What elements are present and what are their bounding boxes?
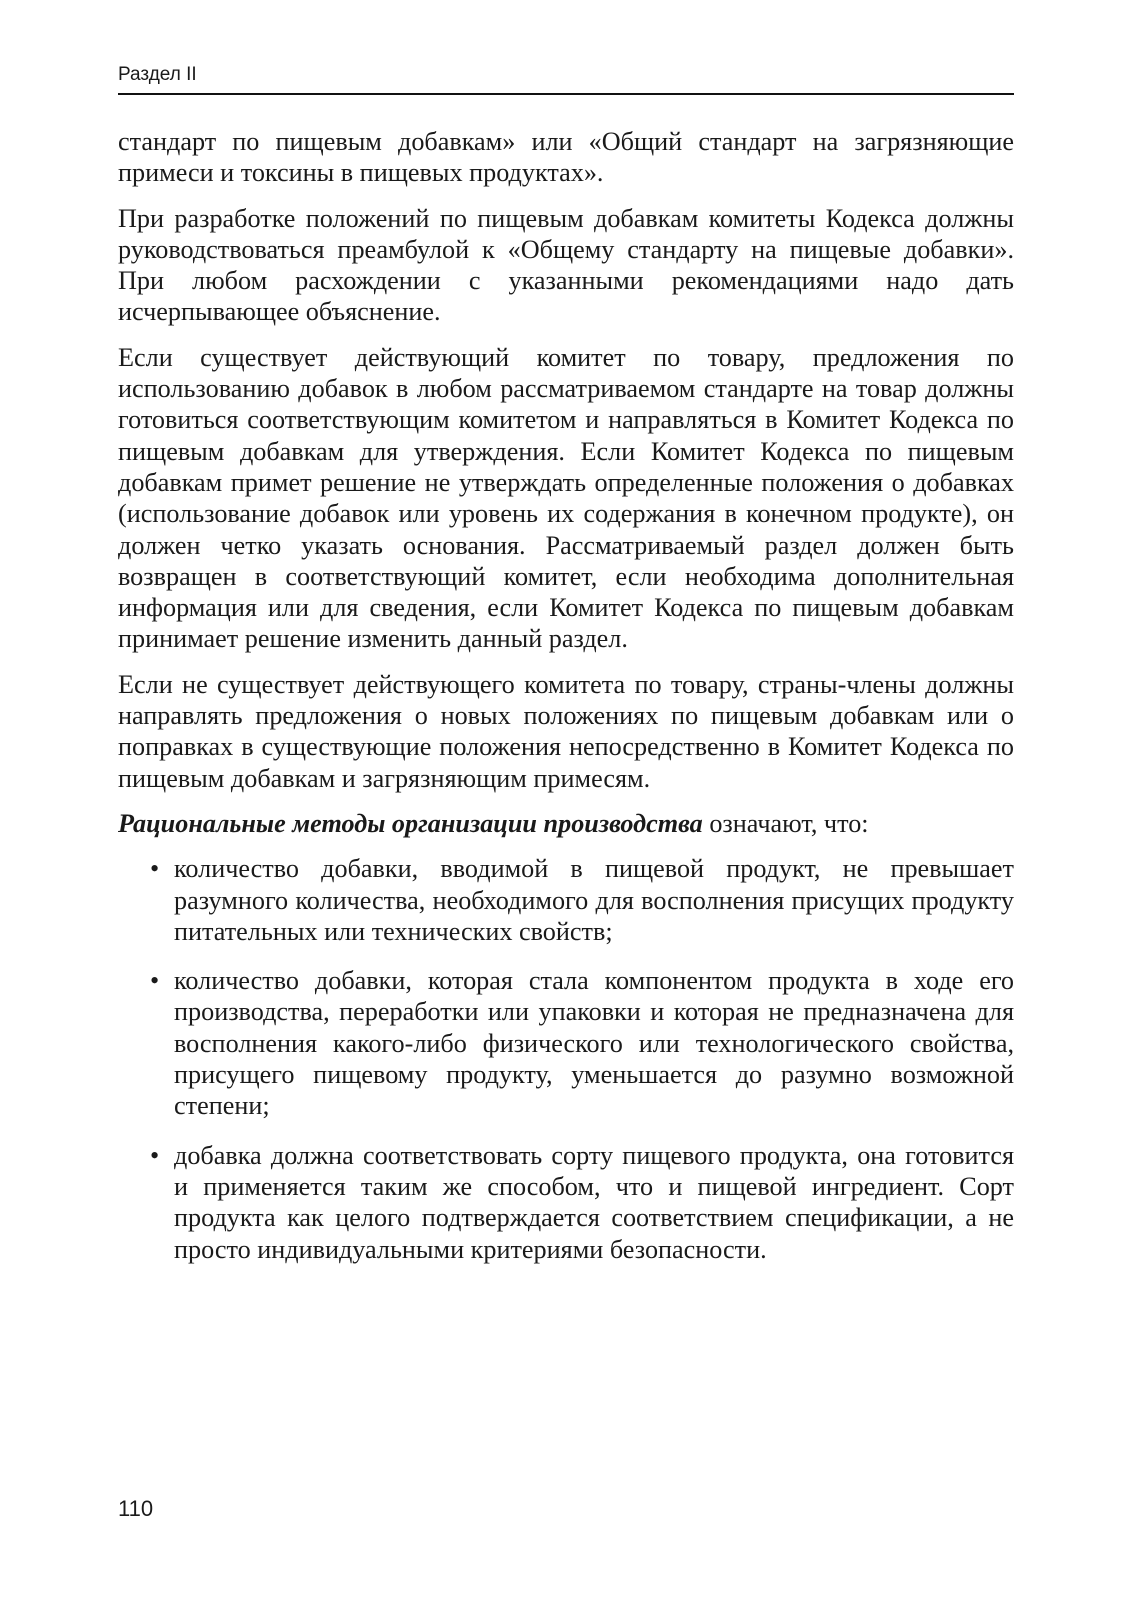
list-item [118,965,1014,1121]
paragraph-continuation: стандарт по пищевым добавкам» или «Общий стандарт на загрязняющие примеси и токсины в пищевых продуктах». [118,127,1014,188]
bullet-icon: • [150,854,160,884]
running-head: Раздел II [118,64,197,85]
definition-text: означают, что: [702,808,869,838]
bullet-icon: • [150,966,160,996]
bullet-list [118,853,1014,1265]
definition-paragraph [118,808,1014,839]
list-item-text: количество добавки, вводимой в пищевой продукт, не превышает разумного количества, необходимого для восполнения присущих продукту питательных или технических свойств; [174,854,1014,946]
list-item [118,853,1014,947]
list-item [118,1140,1014,1265]
list-item-text: добавка должна соответствовать сорту пищевого продукта, она готовится и применяется таким же способом, что и пищевой ингредиент. Сорт продукта как целого подтверждается соответствием спецификации, а не просто индивидуальными критериями безопасности. [174,1140,1014,1264]
bullet-icon: • [150,1140,160,1170]
page-number: 110 [118,1496,154,1521]
list-item-text: количество добавки, которая стала компонентом продукта в ходе его производства, переработки или упаковки и которая не предназначена для восполнения какого-либо физического или технологического свойства, присущего пищевому продукту, уменьшается до разумно возможной степени; [174,966,1014,1121]
defined-term: Рациональные методы организации производства [118,808,703,838]
paragraph: При разработке положений по пищевым добавкам комитеты Кодекса должны руководствоваться преамбулой к «Общему стандарту на пищевые добавки». При любом расхождении с указанными рекомендациями надо дать исчерпывающее объяснение. [118,203,1014,327]
header-rule [118,93,1014,95]
paragraph: Если существует действующий комитет по товару, предложения по использованию добавок в любом рассматриваемом стандарте на товар должны готовиться соответствующим комитетом и направляться в Комитет Кодекса по пищевым добавкам для утверждения. Если Комитет Кодекса по пищевым добавкам примет решение не утверждать определенные положения о добавках (использование добавок или уровень их содержания в конечном продукте), он должен четко указать основания. Рассматриваемый раздел должен быть возвращен в соответствующий комитет, если необходима дополнительная информация или для сведения, если Комитет Кодекса по пищевым добавкам принимает решение изменить данный раздел. [118,342,1014,654]
body-text [118,126,1014,1283]
paragraph: Если не существует действующего комитета по товару, страны-члены должны направлять предложения о новых положениях по пищевым добавкам или о поправках в существующие положения непосредственно в Комитет Кодекса по пищевым добавкам и загрязняющим примесям. [118,669,1014,793]
